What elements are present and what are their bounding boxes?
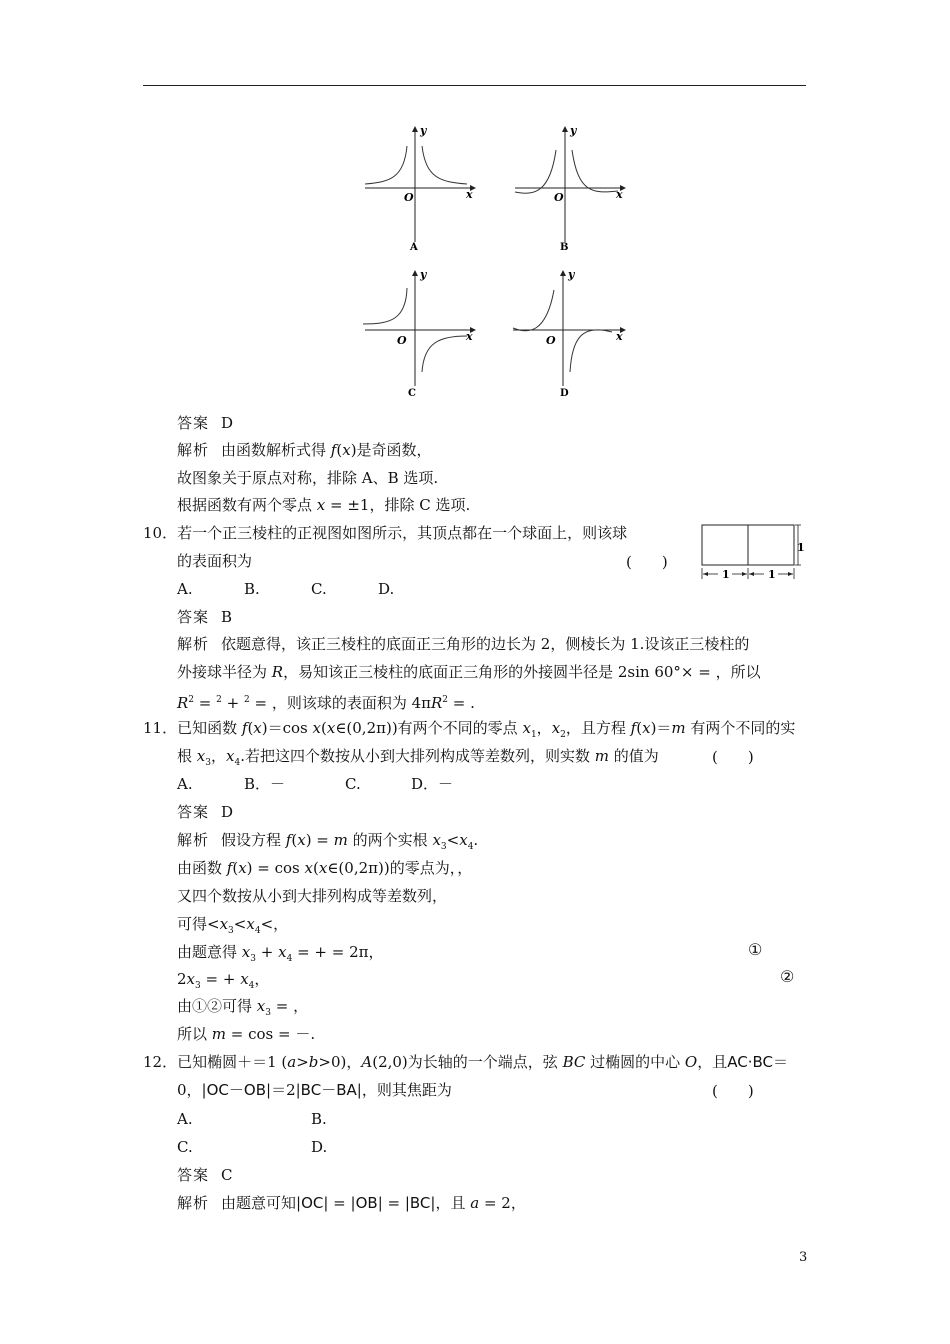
q11-option-a: A.: [177, 775, 193, 793]
q10-analysis-line3: $R^2 = ^2 + ^2$ = ，则该球的表面积为 $4\pi R^2$ = .: [177, 694, 475, 712]
graph-b-label: B: [560, 242, 569, 253]
q11-answer: 答案 D: [177, 803, 234, 821]
graph-a: [360, 124, 480, 254]
axis-y-label: y: [420, 268, 427, 281]
q12-answer: 答案 C: [177, 1166, 233, 1184]
q11-stem-line2: 根 $x_3$，$x_4$.若把这四个数按从小到大排列构成等差数列，则实数 m 的值为: [177, 747, 659, 768]
q11-option-d: D．－: [411, 775, 454, 793]
graph-d: [508, 268, 630, 400]
q12-option-d: D.: [311, 1138, 328, 1156]
origin-label: O: [554, 191, 564, 204]
q10-analysis-line1: 解析 依题意得，该正三棱柱的底面正三角形的边长为 2，侧棱长为 1.设该正三棱柱的: [177, 635, 750, 653]
q10-answer: 答案 B: [177, 608, 233, 626]
q12-stem-line2: 0，|OC－OB|＝2|BC－BA|，则其焦距为: [177, 1081, 452, 1099]
equation-marker-1: ①: [748, 940, 763, 959]
q10-answer-paren: ( ): [626, 553, 668, 571]
q12-analysis-line1: 解析 由题意可知|OC| = |OB| = |BC|，且 a = 2，: [177, 1194, 526, 1212]
q11-option-b: B．－: [244, 775, 286, 793]
q11-analysis-line1: 解析 假设方程 f(x) = m 的两个实根 $x_3<x_4$.: [177, 831, 479, 852]
header-rule: [143, 85, 806, 86]
q12-option-b: B.: [311, 1110, 327, 1128]
q11-option-c: C.: [345, 775, 361, 793]
q12-answer-paren: ( ): [712, 1082, 754, 1100]
q11-analysis-line4: 可得$<x_3<x_4<$，: [177, 915, 289, 936]
graph-b: [510, 124, 630, 254]
q10-front-view-figure: [698, 522, 808, 584]
axis-x-label: x: [616, 188, 623, 201]
origin-label: O: [397, 334, 407, 347]
dim-height-label: 1: [797, 541, 805, 554]
q10-option-b: B.: [244, 580, 260, 598]
graph-d-label: D: [560, 388, 569, 399]
q10-option-c: C.: [311, 580, 327, 598]
q10-option-d: D.: [378, 580, 395, 598]
q12-option-a: A.: [177, 1110, 193, 1128]
axis-x-label: x: [466, 330, 473, 343]
q11-analysis-line6: $2x_3$ = + $x_4$，: [177, 970, 270, 991]
q11-analysis-line2: 由函数 f(x) = cos x(x∈(0,2π))的零点为，，: [177, 859, 473, 877]
axis-y-label: y: [420, 124, 427, 137]
q10-stem-line1: 10．若一个正三棱柱的正视图如图所示，其顶点都在一个球面上，则该球: [143, 524, 628, 542]
graph-c: [360, 268, 480, 400]
q11-analysis-line3: 又四个数按从小到大排列构成等差数列，: [177, 887, 448, 905]
q10-analysis-line2: 外接球半径为 R，易知该正三棱柱的底面正三角形的外接圆半径是 2sin 60°× = ，所以: [177, 663, 761, 681]
q11-stem-line1: 11．已知函数 f(x)＝cos x(x∈(0,2π))有两个不同的零点 $x_1$，$x_2$，且方程 f(x)＝m 有两个不同的实: [143, 719, 796, 740]
page-number: 3: [799, 1250, 808, 1265]
q9-answer: 答案 D: [177, 414, 234, 432]
axis-y-label: y: [568, 268, 575, 281]
q11-analysis-line8: 所以 m = cos = －.: [177, 1025, 316, 1043]
equation-marker-2: ②: [780, 967, 795, 986]
dim-width-left-label: 1: [722, 568, 730, 581]
axis-x-label: x: [616, 330, 623, 343]
q9-analysis-line2: 故图象关于原点对称，排除 A、B 选项.: [177, 469, 439, 487]
q12-option-c: C.: [177, 1138, 193, 1156]
q10-stem-line2: 的表面积为: [177, 552, 253, 570]
graph-a-label: A: [410, 242, 418, 253]
axis-x-label: x: [466, 188, 473, 201]
axis-y-label: y: [570, 124, 577, 137]
q9-analysis-line3: 根据函数有两个零点 x = ±1，排除 C 选项.: [177, 496, 471, 514]
origin-label: O: [546, 334, 556, 347]
q11-answer-paren: ( ): [712, 748, 754, 766]
q12-stem-line1: 12．已知椭圆＋＝1 (a>b>0)，A(2,0)为长轴的一个端点，弦 BC 过椭圆的中心 O，且AC·BC＝: [143, 1053, 788, 1071]
origin-label: O: [404, 191, 414, 204]
q10-option-a: A.: [177, 580, 193, 598]
q9-analysis-line1: 解析 由函数解析式得 f(x)是奇函数，: [177, 441, 432, 459]
graph-c-label: C: [408, 388, 416, 399]
q11-analysis-line5: 由题意得 $x_3 + x_4$ = + = 2π，: [177, 943, 384, 964]
dim-width-right-label: 1: [768, 568, 776, 581]
q11-analysis-line7: 由①②可得 $x_3$ = ，: [177, 997, 309, 1018]
